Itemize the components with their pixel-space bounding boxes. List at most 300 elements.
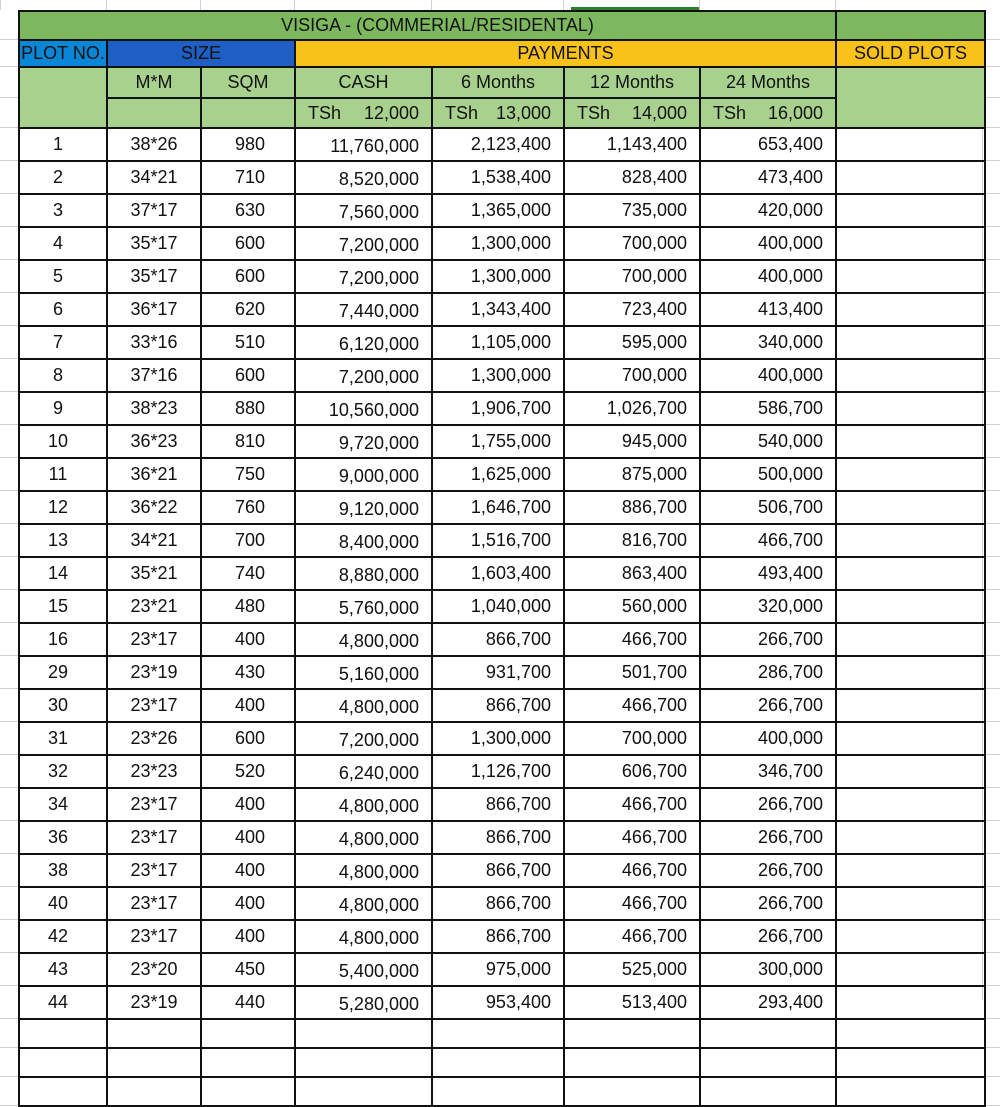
twelve-months-price-cell[interactable]: 466,700 (564, 623, 700, 656)
empty-row (19, 1077, 985, 1106)
plot-number-cell[interactable]: 36 (19, 821, 107, 854)
sheet-title[interactable]: VISIGA - (COMMERIAL/RESIDENTAL) (19, 11, 836, 40)
plot-number-cell[interactable]: 1 (19, 128, 107, 161)
empty-cell[interactable] (201, 1077, 295, 1106)
plot-number-cell[interactable]: 6 (19, 293, 107, 326)
empty-cell[interactable] (19, 1048, 107, 1077)
twentyfour-months-price-cell[interactable]: 266,700 (700, 887, 836, 920)
six-months-price-cell[interactable]: 1,625,000 (432, 458, 564, 491)
twentyfour-months-price-cell[interactable]: 400,000 (700, 260, 836, 293)
dimensions-cell[interactable]: 35*21 (107, 557, 201, 590)
twentyfour-months-price-cell[interactable]: 266,700 (700, 821, 836, 854)
empty-cell[interactable] (107, 1048, 201, 1077)
twentyfour-months-price-cell[interactable]: 500,000 (700, 458, 836, 491)
area-sqm-cell[interactable]: 600 (201, 359, 295, 392)
sold-plot-cell[interactable] (836, 557, 985, 590)
twelve-months-price-cell[interactable]: 828,400 (564, 161, 700, 194)
plot-number-cell[interactable]: 7 (19, 326, 107, 359)
dimensions-cell[interactable]: 38*26 (107, 128, 201, 161)
twentyfour-months-price-cell[interactable]: 400,000 (700, 722, 836, 755)
empty-row (19, 1019, 985, 1048)
six-months-price-cell[interactable]: 1,040,000 (432, 590, 564, 623)
dimensions-cell[interactable]: 35*17 (107, 260, 201, 293)
plot-number-cell[interactable]: 32 (19, 755, 107, 788)
table-row (19, 920, 985, 953)
title-row-blank-cell[interactable] (836, 11, 985, 40)
area-sqm-cell[interactable]: 600 (201, 260, 295, 293)
empty-cell[interactable] (295, 1019, 432, 1048)
plot-number-cell[interactable]: 12 (19, 491, 107, 524)
cash-rate-cell[interactable] (295, 98, 432, 128)
sold-plot-cell[interactable] (836, 425, 985, 458)
rate-amount: 12,000 (363, 102, 419, 123)
sold-plot-cell[interactable] (836, 656, 985, 689)
table-row (19, 689, 985, 722)
six-months-price-cell[interactable]: 866,700 (432, 887, 564, 920)
twentyfour-months-price-cell[interactable]: 413,400 (700, 293, 836, 326)
area-sqm-cell[interactable]: 400 (201, 821, 295, 854)
sold-plot-cell[interactable] (836, 293, 985, 326)
twentyfour-months-rate-cell[interactable] (700, 98, 836, 128)
twentyfour-months-price-cell[interactable]: 266,700 (700, 689, 836, 722)
rate-amount: 16,000 (767, 102, 824, 123)
twentyfour-months-price-cell[interactable]: 320,000 (700, 590, 836, 623)
gridlines-left (0, 10, 18, 1000)
table-row (19, 458, 985, 491)
sold-plots-header[interactable]: SOLD PLOTS (836, 40, 985, 67)
cash-price-cell[interactable]: 8,880,000 (295, 557, 432, 590)
table-row (19, 392, 985, 425)
area-sqm-cell[interactable]: 630 (201, 194, 295, 227)
cash-price-cell[interactable]: 6,120,000 (295, 326, 432, 359)
dimensions-cell[interactable]: 23*17 (107, 854, 201, 887)
twelve-months-price-cell[interactable]: 525,000 (564, 953, 700, 986)
empty-cell[interactable] (201, 1048, 295, 1077)
area-sqm-cell[interactable]: 600 (201, 227, 295, 260)
plot-number-cell[interactable]: 5 (19, 260, 107, 293)
twelve-months-rate-cell[interactable] (564, 98, 700, 128)
empty-cell[interactable] (19, 1019, 107, 1048)
dimensions-cell[interactable]: 23*17 (107, 920, 201, 953)
six-months-price-cell[interactable]: 866,700 (432, 821, 564, 854)
dimensions-cell[interactable]: 23*26 (107, 722, 201, 755)
empty-cell[interactable] (564, 1048, 700, 1077)
empty-cell[interactable] (564, 1077, 700, 1106)
plot-number-cell[interactable]: 16 (19, 623, 107, 656)
six-months-price-cell[interactable]: 1,105,000 (432, 326, 564, 359)
twelve-months-price-cell[interactable]: 945,000 (564, 425, 700, 458)
sold-plot-cell[interactable] (836, 755, 985, 788)
plot-number-cell[interactable]: 3 (19, 194, 107, 227)
cash-price-cell[interactable]: 9,120,000 (295, 491, 432, 524)
cash-price-cell[interactable]: 7,200,000 (295, 260, 432, 293)
area-sqm-cell[interactable]: 400 (201, 623, 295, 656)
six-months-price-cell[interactable]: 1,300,000 (432, 260, 564, 293)
plot-number-cell[interactable]: 14 (19, 557, 107, 590)
cash-column-header[interactable]: CASH (295, 67, 432, 98)
area-sqm-cell[interactable]: 430 (201, 656, 295, 689)
twelve-months-price-cell[interactable]: 863,400 (564, 557, 700, 590)
six-months-price-cell[interactable]: 1,755,000 (432, 425, 564, 458)
empty-cell[interactable] (836, 1019, 985, 1048)
twentyfour-months-price-cell[interactable]: 586,700 (700, 392, 836, 425)
twelve-months-price-cell[interactable]: 501,700 (564, 656, 700, 689)
twentyfour-months-price-cell[interactable]: 420,000 (700, 194, 836, 227)
title-row (19, 11, 985, 40)
cash-price-cell[interactable]: 4,800,000 (295, 887, 432, 920)
twentyfour-months-price-cell[interactable]: 653,400 (700, 128, 836, 161)
empty-cell[interactable] (201, 1019, 295, 1048)
six-months-price-cell[interactable]: 866,700 (432, 920, 564, 953)
area-sqm-cell[interactable]: 600 (201, 722, 295, 755)
twentyfour-months-price-cell[interactable]: 473,400 (700, 161, 836, 194)
plot-number-cell[interactable]: 15 (19, 590, 107, 623)
sheet-top-strip (0, 0, 1000, 10)
cash-price-cell[interactable]: 5,760,000 (295, 590, 432, 623)
plot-number-cell[interactable]: 9 (19, 392, 107, 425)
six-months-price-cell[interactable]: 1,646,700 (432, 491, 564, 524)
twelve-months-price-cell[interactable]: 700,000 (564, 722, 700, 755)
table-row (19, 755, 985, 788)
dimensions-cell[interactable]: 23*20 (107, 953, 201, 986)
area-sqm-cell[interactable]: 710 (201, 161, 295, 194)
sold-plot-cell[interactable] (836, 458, 985, 491)
rate-amount: 13,000 (495, 102, 551, 123)
six-months-price-cell[interactable]: 866,700 (432, 788, 564, 821)
area-sqm-cell[interactable]: 880 (201, 392, 295, 425)
twelve-months-price-cell[interactable]: 466,700 (564, 920, 700, 953)
six-months-price-cell[interactable]: 1,906,700 (432, 392, 564, 425)
twelve-months-price-cell[interactable]: 466,700 (564, 689, 700, 722)
plot-number-cell[interactable]: 40 (19, 887, 107, 920)
table-row (19, 821, 985, 854)
plot-number-cell[interactable]: 8 (19, 359, 107, 392)
sold-plot-cell[interactable] (836, 788, 985, 821)
area-sqm-cell[interactable]: 400 (201, 920, 295, 953)
twelve-months-price-cell[interactable]: 1,143,400 (564, 128, 700, 161)
cash-price-cell[interactable]: 4,800,000 (295, 788, 432, 821)
sold-plot-cell[interactable] (836, 227, 985, 260)
table-row (19, 788, 985, 821)
twentyfour-months-price-cell[interactable]: 300,000 (700, 953, 836, 986)
currency-label: TSh (713, 102, 747, 123)
dimensions-cell[interactable]: 36*23 (107, 425, 201, 458)
table-row (19, 227, 985, 260)
sqm-column-header[interactable]: SQM (201, 67, 295, 98)
twelve-months-price-cell[interactable]: 723,400 (564, 293, 700, 326)
twelve-months-price-cell[interactable]: 466,700 (564, 854, 700, 887)
twelve-months-price-cell[interactable]: 1,026,700 (564, 392, 700, 425)
twelve-months-price-cell[interactable]: 606,700 (564, 755, 700, 788)
plot-number-cell[interactable]: 38 (19, 854, 107, 887)
sold-plot-cell[interactable] (836, 359, 985, 392)
twentyfour-months-price-cell[interactable]: 266,700 (700, 854, 836, 887)
six-months-price-cell[interactable]: 975,000 (432, 953, 564, 986)
cash-price-cell[interactable]: 11,760,000 (295, 128, 432, 161)
six-months-price-cell[interactable]: 1,343,400 (432, 293, 564, 326)
plot-number-cell[interactable]: 29 (19, 656, 107, 689)
twelve-months-price-cell[interactable]: 466,700 (564, 788, 700, 821)
six-months-price-cell[interactable]: 1,300,000 (432, 227, 564, 260)
six-months-column-header[interactable]: 6 Months (432, 67, 564, 98)
payments-header[interactable]: PAYMENTS (295, 40, 836, 67)
sold-plot-cell[interactable] (836, 392, 985, 425)
twentyfour-months-price-cell[interactable]: 266,700 (700, 920, 836, 953)
sold-plots-subheader-blank[interactable] (836, 67, 985, 128)
table-row (19, 425, 985, 458)
twentyfour-months-price-cell[interactable]: 266,700 (700, 788, 836, 821)
area-sqm-cell[interactable]: 400 (201, 887, 295, 920)
empty-cell[interactable] (432, 1077, 564, 1106)
plot-number-cell[interactable]: 10 (19, 425, 107, 458)
cash-price-cell[interactable]: 7,200,000 (295, 359, 432, 392)
area-sqm-cell[interactable]: 400 (201, 788, 295, 821)
cash-price-cell[interactable]: 4,800,000 (295, 623, 432, 656)
plot-number-cell[interactable]: 30 (19, 689, 107, 722)
dimensions-cell[interactable]: 23*19 (107, 656, 201, 689)
cash-price-cell[interactable]: 10,560,000 (295, 392, 432, 425)
dimensions-cell[interactable]: 37*16 (107, 359, 201, 392)
empty-cell[interactable] (295, 1077, 432, 1106)
twelve-months-price-cell[interactable]: 875,000 (564, 458, 700, 491)
area-sqm-cell[interactable]: 760 (201, 491, 295, 524)
six-months-price-cell[interactable]: 1,538,400 (432, 161, 564, 194)
six-months-price-cell[interactable]: 866,700 (432, 689, 564, 722)
sold-plot-cell[interactable] (836, 953, 985, 986)
plot-number-cell[interactable]: 13 (19, 524, 107, 557)
section-header-row (19, 40, 985, 67)
area-sqm-cell[interactable]: 400 (201, 689, 295, 722)
six-months-price-cell[interactable]: 1,300,000 (432, 359, 564, 392)
six-months-price-cell[interactable]: 1,300,000 (432, 722, 564, 755)
rate-amount: 14,000 (631, 102, 687, 123)
sold-plot-cell[interactable] (836, 260, 985, 293)
twelve-months-column-header[interactable]: 12 Months (564, 67, 700, 98)
cash-price-cell[interactable]: 4,800,000 (295, 920, 432, 953)
empty-cell[interactable] (432, 1048, 564, 1077)
dimensions-cell[interactable]: 23*17 (107, 689, 201, 722)
area-sqm-cell[interactable]: 520 (201, 755, 295, 788)
area-sqm-cell[interactable]: 980 (201, 128, 295, 161)
plot-no-header[interactable]: PLOT NO. (19, 40, 107, 67)
table-row (19, 359, 985, 392)
plot-number-cell[interactable]: 34 (19, 788, 107, 821)
cash-price-cell[interactable]: 7,200,000 (295, 722, 432, 755)
dimensions-cell[interactable]: 23*17 (107, 623, 201, 656)
area-sqm-cell[interactable]: 740 (201, 557, 295, 590)
sold-plot-cell[interactable] (836, 491, 985, 524)
dimensions-cell[interactable]: 36*21 (107, 458, 201, 491)
sold-plot-cell[interactable] (836, 986, 985, 1019)
plot-number-cell[interactable]: 42 (19, 920, 107, 953)
table-row (19, 524, 985, 557)
spreadsheet (18, 10, 982, 1014)
plot-no-subheader-blank[interactable] (19, 67, 107, 128)
mm-rate-blank[interactable] (107, 98, 201, 128)
plot-number-cell[interactable]: 2 (19, 161, 107, 194)
table-row (19, 854, 985, 887)
table-row (19, 722, 985, 755)
empty-cell[interactable] (564, 1019, 700, 1048)
twelve-months-price-cell[interactable]: 700,000 (564, 227, 700, 260)
six-months-price-cell[interactable]: 866,700 (432, 623, 564, 656)
currency-label: TSh (308, 102, 342, 123)
table-row (19, 986, 985, 1019)
empty-cell[interactable] (19, 1077, 107, 1106)
six-months-price-cell[interactable]: 1,516,700 (432, 524, 564, 557)
twelve-months-price-cell[interactable]: 735,000 (564, 194, 700, 227)
size-header[interactable]: SIZE (107, 40, 295, 67)
area-sqm-cell[interactable]: 400 (201, 854, 295, 887)
twentyfour-months-price-cell[interactable]: 286,700 (700, 656, 836, 689)
table-row (19, 128, 985, 161)
twelve-months-price-cell[interactable]: 816,700 (564, 524, 700, 557)
twentyfour-months-price-cell[interactable]: 400,000 (700, 227, 836, 260)
twentyfour-months-price-cell[interactable]: 493,400 (700, 557, 836, 590)
dimensions-cell[interactable]: 34*21 (107, 524, 201, 557)
dimensions-cell[interactable]: 23*19 (107, 986, 201, 1019)
plot-number-cell[interactable]: 44 (19, 986, 107, 1019)
sold-plot-cell[interactable] (836, 128, 985, 161)
twelve-months-price-cell[interactable]: 886,700 (564, 491, 700, 524)
twentyfour-months-price-cell[interactable]: 466,700 (700, 524, 836, 557)
six-months-price-cell[interactable]: 1,603,400 (432, 557, 564, 590)
cash-price-cell[interactable]: 5,160,000 (295, 656, 432, 689)
cash-price-cell[interactable]: 5,280,000 (295, 986, 432, 1019)
sold-plot-cell[interactable] (836, 623, 985, 656)
dimensions-cell[interactable]: 33*16 (107, 326, 201, 359)
twelve-months-price-cell[interactable]: 466,700 (564, 887, 700, 920)
area-sqm-cell[interactable]: 450 (201, 953, 295, 986)
sold-plot-cell[interactable] (836, 920, 985, 953)
empty-cell[interactable] (836, 1077, 985, 1106)
plot-number-cell[interactable]: 11 (19, 458, 107, 491)
dimensions-cell[interactable]: 35*17 (107, 227, 201, 260)
cash-price-cell[interactable]: 7,200,000 (295, 227, 432, 260)
empty-cell[interactable] (836, 1048, 985, 1077)
cash-price-cell[interactable]: 9,720,000 (295, 425, 432, 458)
cash-price-cell[interactable]: 9,000,000 (295, 458, 432, 491)
area-sqm-cell[interactable]: 480 (201, 590, 295, 623)
dimensions-cell[interactable]: 23*17 (107, 821, 201, 854)
twentyfour-months-price-cell[interactable]: 346,700 (700, 755, 836, 788)
dimensions-cell[interactable]: 23*17 (107, 887, 201, 920)
column-header-row (19, 67, 985, 98)
twelve-months-price-cell[interactable]: 560,000 (564, 590, 700, 623)
table-row (19, 557, 985, 590)
area-sqm-cell[interactable]: 620 (201, 293, 295, 326)
twentyfour-months-price-cell[interactable]: 266,700 (700, 623, 836, 656)
empty-cell[interactable] (432, 1019, 564, 1048)
empty-cell[interactable] (107, 1077, 201, 1106)
twelve-months-price-cell[interactable]: 513,400 (564, 986, 700, 1019)
empty-row (19, 1048, 985, 1077)
empty-cell[interactable] (700, 1077, 836, 1106)
twentyfour-months-price-cell[interactable]: 340,000 (700, 326, 836, 359)
sold-plot-cell[interactable] (836, 524, 985, 557)
area-sqm-cell[interactable]: 750 (201, 458, 295, 491)
twentyfour-months-price-cell[interactable]: 400,000 (700, 359, 836, 392)
dimensions-cell[interactable]: 23*23 (107, 755, 201, 788)
table-row (19, 293, 985, 326)
sold-plot-cell[interactable] (836, 887, 985, 920)
six-months-price-cell[interactable]: 1,126,700 (432, 755, 564, 788)
plots-price-table (18, 10, 986, 1107)
currency-label: TSh (577, 102, 611, 123)
sold-plot-cell[interactable] (836, 722, 985, 755)
dimensions-cell[interactable]: 37*17 (107, 194, 201, 227)
cash-price-cell[interactable]: 5,400,000 (295, 953, 432, 986)
table-row (19, 491, 985, 524)
empty-cell[interactable] (295, 1048, 432, 1077)
table-row (19, 326, 985, 359)
cash-price-cell[interactable]: 6,240,000 (295, 755, 432, 788)
dimensions-cell[interactable]: 34*21 (107, 161, 201, 194)
plot-number-cell[interactable]: 4 (19, 227, 107, 260)
sold-plot-cell[interactable] (836, 326, 985, 359)
area-sqm-cell[interactable]: 810 (201, 425, 295, 458)
cash-price-cell[interactable]: 8,400,000 (295, 524, 432, 557)
plot-number-cell[interactable]: 31 (19, 722, 107, 755)
mm-column-header[interactable]: M*M (107, 67, 201, 98)
area-sqm-cell[interactable]: 510 (201, 326, 295, 359)
dimensions-cell[interactable]: 36*17 (107, 293, 201, 326)
dimensions-cell[interactable]: 36*22 (107, 491, 201, 524)
empty-cell[interactable] (700, 1019, 836, 1048)
cash-price-cell[interactable]: 4,800,000 (295, 689, 432, 722)
twentyfour-months-price-cell[interactable]: 293,400 (700, 986, 836, 1019)
table-row (19, 590, 985, 623)
sqm-rate-blank[interactable] (201, 98, 295, 128)
twelve-months-price-cell[interactable]: 466,700 (564, 821, 700, 854)
empty-cell[interactable] (700, 1048, 836, 1077)
twelve-months-price-cell[interactable]: 595,000 (564, 326, 700, 359)
cash-price-cell[interactable]: 7,560,000 (295, 194, 432, 227)
sold-plot-cell[interactable] (836, 194, 985, 227)
twelve-months-price-cell[interactable]: 700,000 (564, 260, 700, 293)
table-row (19, 194, 985, 227)
cash-price-cell[interactable]: 4,800,000 (295, 821, 432, 854)
sold-plot-cell[interactable] (836, 590, 985, 623)
cash-price-cell[interactable]: 4,800,000 (295, 854, 432, 887)
dimensions-cell[interactable]: 23*21 (107, 590, 201, 623)
twentyfour-months-price-cell[interactable]: 506,700 (700, 491, 836, 524)
area-sqm-cell[interactable]: 700 (201, 524, 295, 557)
sold-plot-cell[interactable] (836, 821, 985, 854)
sold-plot-cell[interactable] (836, 854, 985, 887)
twentyfour-months-column-header[interactable]: 24 Months (700, 67, 836, 98)
six-months-price-cell[interactable]: 1,365,000 (432, 194, 564, 227)
six-months-price-cell[interactable]: 866,700 (432, 854, 564, 887)
sold-plot-cell[interactable] (836, 689, 985, 722)
six-months-price-cell[interactable]: 953,400 (432, 986, 564, 1019)
plot-number-cell[interactable]: 43 (19, 953, 107, 986)
table-row (19, 953, 985, 986)
area-sqm-cell[interactable]: 440 (201, 986, 295, 1019)
empty-cell[interactable] (107, 1019, 201, 1048)
six-months-price-cell[interactable]: 2,123,400 (432, 128, 564, 161)
twelve-months-price-cell[interactable]: 700,000 (564, 359, 700, 392)
dimensions-cell[interactable]: 38*23 (107, 392, 201, 425)
cash-price-cell[interactable]: 7,440,000 (295, 293, 432, 326)
cash-price-cell[interactable]: 8,520,000 (295, 161, 432, 194)
six-months-rate-cell[interactable] (432, 98, 564, 128)
table-row (19, 887, 985, 920)
six-months-price-cell[interactable]: 931,700 (432, 656, 564, 689)
sold-plot-cell[interactable] (836, 161, 985, 194)
twentyfour-months-price-cell[interactable]: 540,000 (700, 425, 836, 458)
dimensions-cell[interactable]: 23*17 (107, 788, 201, 821)
